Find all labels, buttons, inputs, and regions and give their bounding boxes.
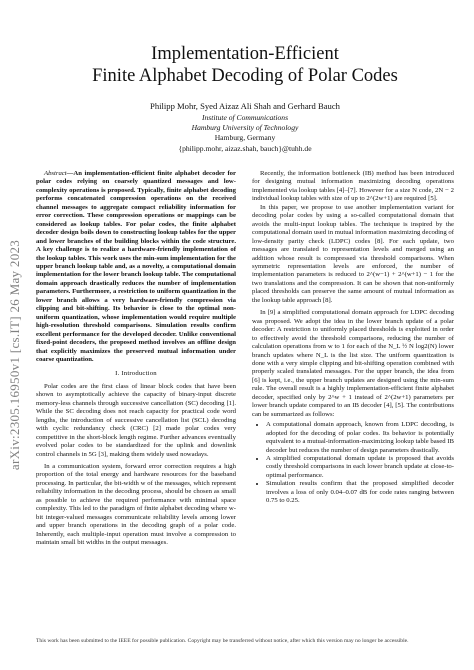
contribution-item: • A simplified computational domain update is proposed that avoids costly threshold comparisons in each lower branch update at close-to-optimal performance. [266,455,454,480]
left-paragraph-2: In a communication system, forward error correction requires a high proportion of the total energy and hardware resources for the baseband processing. In particular, the bit-width w of the messages, which represent reliability information in the decoding process, should be chosen as small as possible to achieve the required performance with minimal space complexity. This led to the paradigm of finite alphabet decoding where w-bit integer-valued messages communicate reliability levels among lower and upper branch operations in the decoding graph of a polar code. Inherently, each multiple-input operation must involve a compression to maintain small bit widths in the output messages. [36,462,236,547]
right-column [252,170,454,506]
abstract [36,170,236,364]
affiliation-university: Hamburg University of Technology [191,123,299,133]
right-paragraph-1: Recently, the information bottleneck (IB) method has been introduced for designing mutual information maximizing decoding operations implemented via lookup tables [4]–[7]. However for a size N code, 2N − 2 individual lookup tables with size of up to 2^(2w+1) are required [5]. [252,170,454,203]
title-line-2: Finite Alphabet Decoding of Polar Codes [92,66,398,86]
author-list: Philipp Mohr, Syed Aizaz Ali Shah and Gerhard Bauch [150,101,340,111]
contributions-list [252,421,454,506]
section-heading-introduction: I. Introduction [115,370,157,378]
affiliation-institute: Institute of Communications [201,113,289,122]
paper-title [40,43,450,87]
abstract-label: Abstract [44,170,67,177]
affiliation-city: Hamburg, Germany [214,133,276,143]
copyright-footer: This work has been submitted to the IEEE for possible publication. Copyright may be transferred without notice, after which this version may no longer be accessible. [36,638,409,644]
right-paragraph-3: In [9] a simplified computational domain approach for LDPC decoding was proposed. We adopt the idea in the lower branch update of a polar decoder: A restriction to uniformly placed thresholds is exploited in order to effectively avoid the threshold comparisons, reducing the number of calculation operations from w to 1 for each of the N_L ½ N log2(N) lower branch updates where N_L is the list size. The uniform quantization is done with a very simple clipping and bit-shifting operation combined with properly scaled translated messages. For the upper branch, the idea from [6] is kept, i.e., the upper branch updates are designed using the min-sum rule. The overall result is a highly implementation-efficient finite alphabet decoder, specified only by 2^w + 1 instead of 2^(2w+1) parameters per lower branch update compared to an IB decoder [4], [5]. The contributions can be summarized as follows: [252,309,454,418]
arxiv-stamp: arXiv:2305.16950v1 [cs.IT] 26 May 2023 [7,239,22,471]
contribution-item: • Simulation results confirm that the proposed simplified decoder involves a loss of only 0.04–0.07 dB for code rates ranging between 0.75 to 0.25. [266,480,454,505]
left-paragraph-1: Polar codes are the first class of linear block codes that have been shown to asymptotically achieve the capacity of binary-input discrete memory-less channels through successive cancellation (SC) decoding [1]. While the SC decoding does not reach capacity for practical code word lengths, the introduction of successive cancellation list (SCL) decoding with cyclic redundancy check (CRC) [2] made polar codes very competitive in the short-block length regime. Further advances eventually evolved polar codes to be standardized for the uplink and downlink control channels in 5G [3], making them widely used nowadays. [36,382,236,458]
abstract-text: —An implementation-efficient finite alphabet decoder for polar codes relying on coarsely quantized messages and low-complexity operations is proposed. Typically, finite alphabet decoding performs concatenated compression operations on the received channel messages to aggregate compact reliability information for error correction. These compression operations or mappings can be considered as lookup tables. For polar codes, the finite alphabet decoder design boils down to constructing lookup tables for the upper and lower branches of the building blocks within the code structure. A key challenge is to realize a hardware-friendly implementation of the lookup tables. This work uses the min-sum implementation for the upper branch lookup table and, as a novelty, a computational domain implementation for the lower branch lookup table. The computational domain approach drastically reduces the number of implementation parameters. Furthermore, a restriction to uniform quantization in the lower branch allows a very hardware-friendly compression via clipping and bit-shifting. Its behavior is close to the optimal non-uniform quantization, whose implementation would require multiple high-resolution threshold comparisons. Simulation results confirm excellent performance for the developed decoder. Unlike conventional fixed-point decoders, the proposed method involves an offline design that explicitly maximizes the preserved mutual information under coarse quantization. [36,170,236,363]
arxiv-sidebar [0,120,30,590]
title-line-1: Implementation-Efficient [151,44,339,64]
contribution-item: • A computational domain approach, known from LDPC decoding, is adopted for the decoding of polar codes. Its behavior is potentially equivalent to a mutual-information-maximizing lookup table based IB decoder but reduces the number of design parameters drastically. [266,421,454,455]
author-emails: {philipp.mohr, aizaz.shah, bauch}@tuhh.de [178,143,312,153]
affiliation-block [40,113,450,154]
left-column [36,170,236,547]
right-paragraph-2: In this paper, we propose to use another implementation variant for decoding polar codes by using a so-called computational domain that avoids the multi-input lookup tables. The technique is inspired by the computational domain used in mutual information maximizing decoding of low-density parity check (LDPC) codes [8]. For each update, two messages are translated to representation levels and merged using an addition whose result is compressed via threshold comparisons. When symmetric representation levels are enforced, the number of implementation parameters is reduced to 2^(w−1) + 2^(w+1) − 1 for the two translations and the compression. It can be shown that non-uniformly placed thresholds can preserve the same amount of mutual information as the lookup table approach [8]. [252,203,454,304]
